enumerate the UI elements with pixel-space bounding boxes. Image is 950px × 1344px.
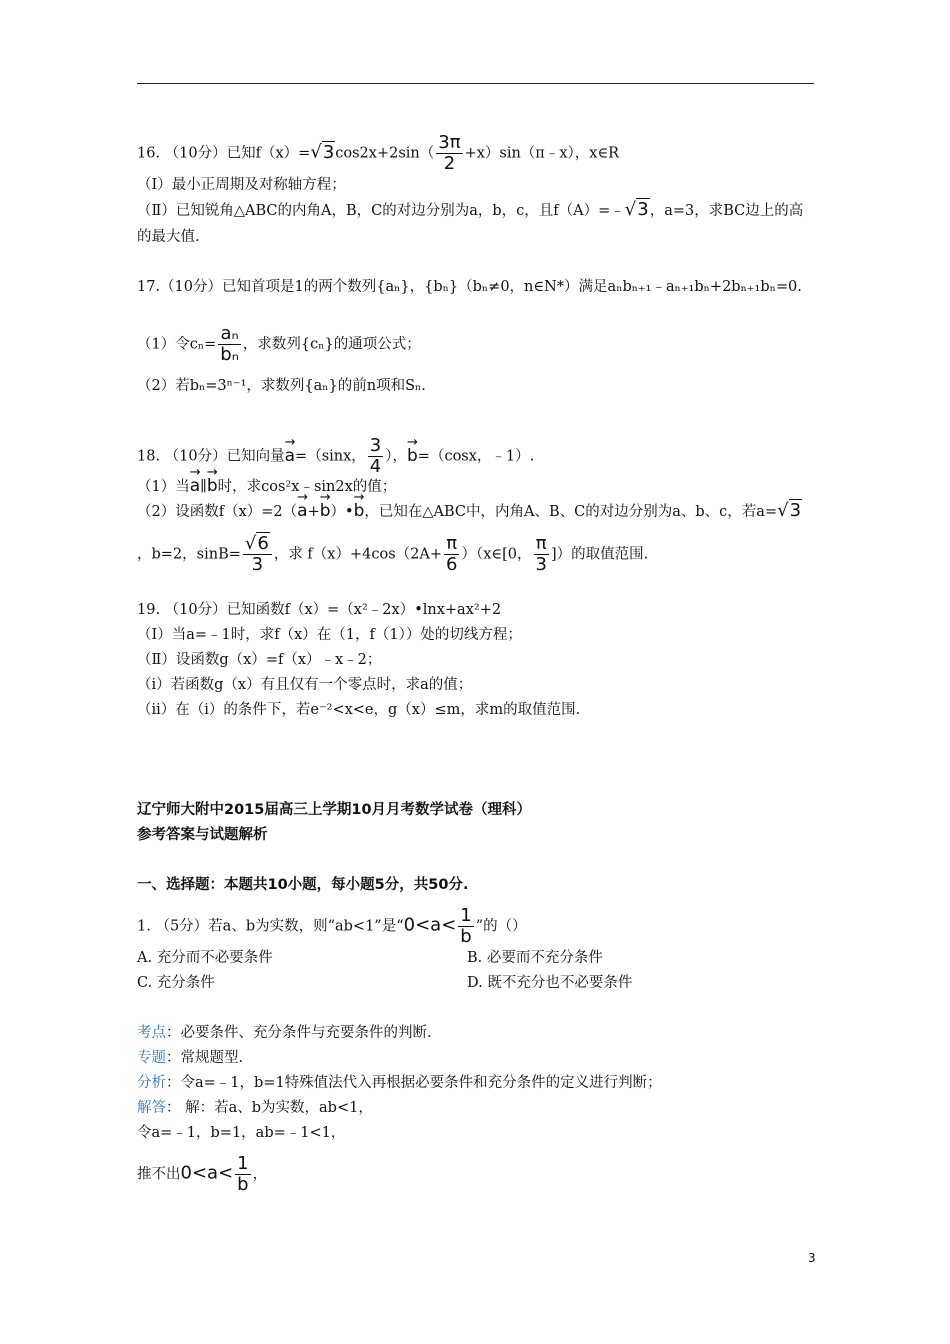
q17-part1: （1）令cₙ= $\frac{\text{aₙ}}{\text{bₙ}}$ ，求数列{cₙ}的通项公式； [137, 323, 421, 365]
q19-stem: 19. （10分）已知函数f（x）=（x²﹣2x）•lnx+ax²+2 [137, 602, 502, 618]
fraction-sqrt6-over-3: $\frac{√6}{3}$ [243, 535, 272, 574]
q16-part2-cont: 的最大值. [137, 229, 200, 245]
solution-line1: 令a=﹣1，b=1，ab=﹣1<1， [137, 1125, 346, 1141]
q16-part1: （Ⅰ）最小正周期及对称轴方程； [137, 177, 346, 193]
fenxi: 分析：令a=﹣1，b=1特殊值法代入再根据必要条件和充分条件的定义进行判断； [137, 1075, 662, 1091]
kaodian: 考点：必要条件、充分条件与充要条件的判断. [137, 1025, 432, 1041]
q19-line3: （i）若函数g（x）有且仅有一个零点时，求a的值； [137, 677, 473, 693]
q18-stem: 18. （10分）已知向量→ a=（sinx， $\frac{3}{4}$ ），→ b=（cosx，﹣1）. [137, 437, 534, 476]
q16-part2: （Ⅱ）已知锐角△ABC的内角A，B，C的对边分别为a，b，c，且f（A）=﹣√3，a=3，求BC边上的高 [137, 199, 804, 220]
page-number: 3 [808, 1251, 816, 1265]
fraction-3pi-over-2: $\frac{3\pi}{2}$ [438, 132, 461, 174]
q17-stem: 17.（10分）已知首项是1的两个数列{aₙ}，{bₙ}（bₙ≠0，n∈N*）满足aₙbₙ₊₁﹣aₙ₊₁bₙ+2bₙ₊₁bₙ=0. [137, 279, 802, 295]
q18-part2: （2）设函数f（x）=2（→ a+→ b）•→ b，已知在△ABC中，内角A、B、C的对边分别为a、b、c，若a=√3 [137, 501, 802, 522]
vector-b: → b [407, 446, 418, 466]
option-c: C. 充分条件 [137, 975, 215, 991]
fraction-pi-over-3: $\frac{\pi}{3}$ [535, 533, 547, 575]
answer-subtitle: 参考答案与试题解析 [137, 827, 268, 843]
q19-line4: （ii）在（i）的条件下，若e⁻²<x<e，g（x）≤m，求m的取值范围. [137, 702, 581, 718]
section-heading: 一、选择题：本题共10小题，每小题5分，共50分. [137, 877, 469, 893]
solution-line2: 推不出0<a< $\frac{1}{b}$ ， [137, 1153, 268, 1195]
option-b: B. 必要而不充分条件 [467, 950, 603, 966]
sqrt-3: √3 [310, 141, 335, 163]
jieda: 解答： 解：若a、b为实数，ab<1， [137, 1100, 373, 1116]
option-d: D. 既不充分也不必要条件 [467, 975, 633, 991]
q18-part1: （1）当→ a∥→ b时，求cos²x﹣sin2x的值； [137, 476, 396, 497]
answer-title: 辽宁师大附中2015届高三上学期10月月考数学试卷（理科） [137, 802, 532, 818]
header-rule [137, 83, 814, 84]
q19-line1: （Ⅰ）当a=﹣1时，求f（x）在（1，f（1））处的切线方程； [137, 627, 522, 643]
fraction-an-over-bn: $\frac{\text{aₙ}}{\text{bₙ}}$ [220, 323, 239, 365]
zhuanti: 专题：常规题型. [137, 1050, 244, 1066]
fraction-pi-over-6: $\frac{\pi}{6}$ [446, 533, 458, 575]
answer-q1-stem: 1. （5分）若a、b为实数，则“ab<1”是“0<a< $\frac{1}{b}$ ”的（） [137, 905, 527, 947]
q17-part2: （2）若bₙ=3ⁿ⁻¹，求数列{aₙ}的前n项和Sₙ. [137, 378, 426, 394]
option-a: A. 充分而不必要条件 [137, 950, 273, 966]
fraction-1-over-b: $\frac{1}{b}$ [460, 905, 472, 947]
q18-part2-cont: ，b=2，sinB= $\frac{√6}{3}$ ，求 f（x）+4cos（2A+ $\frac{\pi}{6}$ ）（x∈[0， $\frac{\pi}{3}$ ]）的取值范围. [137, 533, 649, 575]
q16-stem: 16. （10分）已知f（x）=√3cos2x+2sin（ $\frac{3\pi}{2}$ +x）sin（π﹣x），x∈R [137, 132, 620, 174]
q19-line2: （Ⅱ）设函数g（x）=f（x）﹣x﹣2； [137, 652, 382, 668]
fraction-3-over-4: $\frac{3}{4}$ [369, 435, 382, 477]
vector-a: → a [285, 446, 295, 466]
